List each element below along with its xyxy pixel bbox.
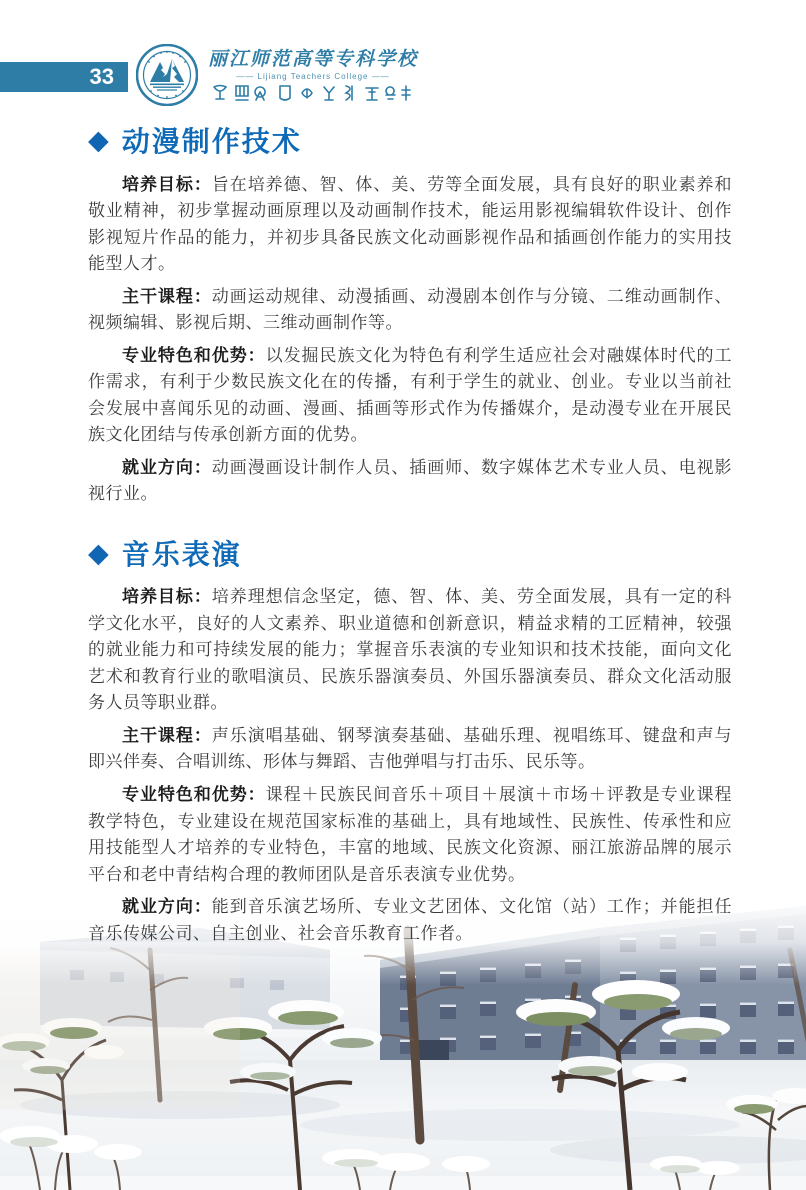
- paragraph-label: 专业特色和优势：: [122, 784, 266, 804]
- section-heading: [88, 125, 732, 159]
- paragraph-label: 就业方向：: [122, 457, 212, 477]
- paragraph: [88, 584, 732, 717]
- paragraph: [88, 782, 732, 888]
- paragraph-text: 以发掘民族文化为特色有利学生适应社会对融媒体时代的工作需求，有利于少数民族文化在的传播，有利于学生的就业、创业。专业以当前社会发展中喜闻乐见的动画、漫画、插画等形式作为传播媒介，是动漫专业在开展民族文化团结与传承创新方面的优势。: [88, 345, 733, 445]
- section-music-performance: [88, 538, 732, 947]
- paragraph-text: 动画运动规律、动漫插画、动漫剧本创作与分镜、二维动画制作、视频编辑、影视后期、三维动画制作等。: [88, 286, 733, 333]
- paragraph-text: 旨在培养德、智、体、美、劳等全面发展，具有良好的职业素养和敬业精神，初步掌握动画原理以及动画制作技术，能运用影视编辑软件设计、创作影视短片作品的能力，并初步具备民族文化动画影视作品和插画创作能力的实用技能型人才。: [88, 174, 733, 274]
- diamond-bullet-icon: ◆: [88, 538, 109, 569]
- paragraph-text: 能到音乐演艺场所、专业文艺团体、文化馆（站）工作；并能担任音乐传媒公司、自主创业、社会音乐教育工作者。: [88, 897, 733, 943]
- paragraph-label: 专业特色和优势：: [122, 345, 266, 365]
- section-heading: [88, 538, 732, 572]
- paragraph-text: 声乐演唱基础、钢琴演奏基础、基础乐理、视唱练耳、键盘和声与即兴伴奏、合唱训练、形体与舞蹈、吉他弹唱与打击乐、民乐等。: [88, 725, 733, 772]
- paragraph: [88, 284, 732, 337]
- paragraph: [88, 894, 732, 947]
- section-title: 音乐表演: [121, 538, 242, 570]
- paragraph-label: 就业方向：: [122, 897, 212, 917]
- paragraph-text: 动画漫画设计制作人员、插画师、数字媒体艺术专业人员、电视影视行业。: [88, 457, 733, 504]
- paragraph: [88, 455, 732, 508]
- school-name-calligraphy: 丽江师范高等专科学校: [208, 49, 419, 70]
- section-title: 动漫制作技术: [121, 126, 302, 157]
- diamond-bullet-icon: ◆: [88, 125, 109, 156]
- paragraph: [88, 723, 732, 776]
- paragraph-label: 主干课程：: [122, 725, 212, 745]
- paragraph: [88, 172, 732, 278]
- section-animation-production: [88, 125, 732, 508]
- paragraph-label: 培养目标：: [122, 587, 212, 607]
- paragraph-text: 培养理想信念坚定，德、智、体、美、劳全面发展，具有一定的科学文化水平，良好的人文素养、职业道德和创新意识，精益求精的工匠精神，较强的就业能力和可持续发展的能力；掌握音乐表演的专业知识和技术技能，面向文化艺术和教育行业的歌唱演员、民族乐器演奏员、外国乐器演奏员、群众文化活动服务人员等职业群。: [88, 587, 733, 713]
- paragraph-label: 主干课程：: [122, 286, 212, 306]
- page-number-badge: 33: [0, 62, 128, 92]
- paragraph: [88, 343, 732, 449]
- paragraph-label: 培养目标：: [122, 174, 212, 194]
- paragraph-text: 课程＋民族民间音乐＋项目＋展演＋市场＋评教是专业课程教学特色，专业建设在规范国家标准的基础上，具有地域性、民族性、传承性和应用技能型人才培养的专业特色，丰富的地域、民族文化资源、丽江旅游品牌的展示平台和老中青结构合理的教师团队是音乐表演专业优势。: [88, 784, 733, 884]
- school-name-english: —— Lijiang Teachers College ——: [236, 72, 390, 81]
